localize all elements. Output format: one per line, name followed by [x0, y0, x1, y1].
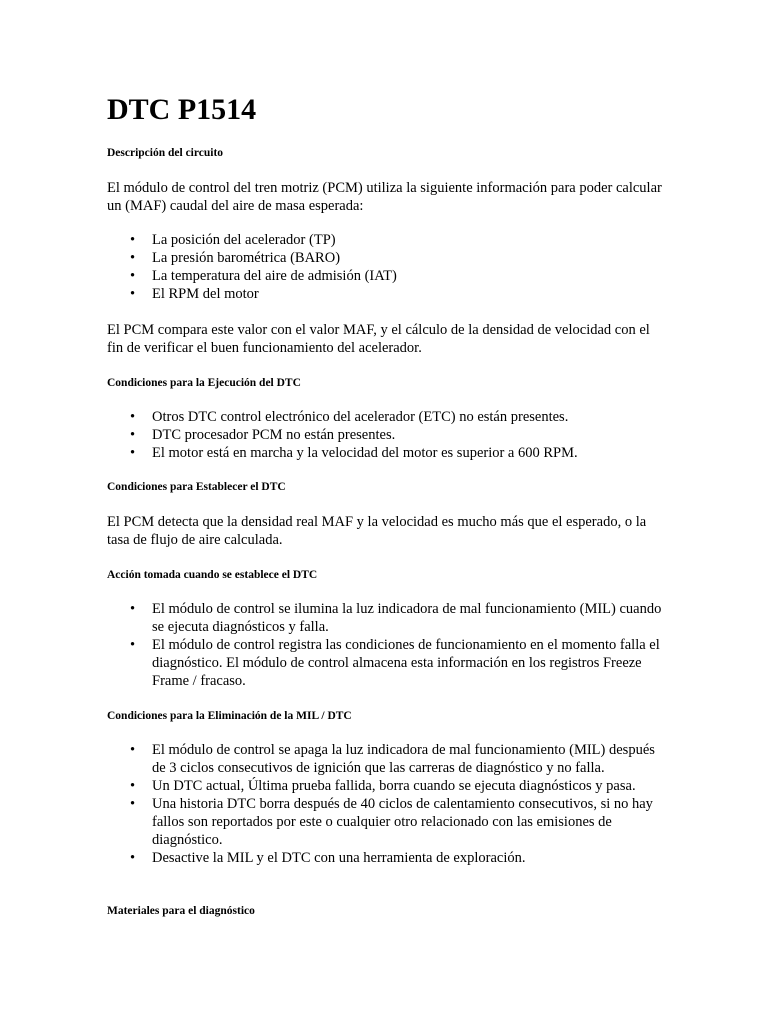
list-item: • El motor está en marcha y la velocidad del motor es superior a 600 RPM.: [107, 444, 667, 462]
paragraph-descripcion-intro: El módulo de control del tren motriz (PCM) utiliza la siguiente información para poder calcular un (MAF) caudal del aire de masa esperada:: [107, 180, 662, 214]
paragraph-descripcion-outro: El PCM compara este valor con el valor MAF, y el cálculo de la densidad de velocidad con el fin de verificar el buen funcionamiento del acelerador.: [107, 322, 650, 356]
bullet-list-ejecucion: [107, 408, 667, 462]
bullet-list-accion: [107, 600, 667, 690]
section-heading-establecer: Condiciones para Establecer el DTC: [107, 481, 286, 493]
list-item: • El RPM del motor: [107, 285, 667, 303]
list-item: • La posición del acelerador (TP): [107, 231, 667, 249]
list-item: • El módulo de control registra las condiciones de funcionamiento en el momento falla el diagnóstico. El módulo de control almacena esta información en los registros Freeze Frame / fracaso.: [107, 636, 667, 690]
section-heading-materiales: Materiales para el diagnóstico: [107, 905, 255, 917]
list-item: • DTC procesador PCM no están presentes.: [107, 426, 667, 444]
list-item: • El módulo de control se apaga la luz indicadora de mal funcionamiento (MIL) después de 3 ciclos consecutivos de ignición que las carreras de diagnóstico y no falla.: [107, 741, 667, 777]
section-heading-ejecucion: Condiciones para la Ejecución del DTC: [107, 377, 301, 389]
list-item: • El módulo de control se ilumina la luz indicadora de mal funcionamiento (MIL) cuando se ejecuta diagnósticos y falla.: [107, 600, 667, 636]
list-item: • La temperatura del aire de admisión (IAT): [107, 267, 667, 285]
paragraph-establecer: El PCM detecta que la densidad real MAF y la velocidad es mucho más que el esperado, o la tasa de flujo de aire calculada.: [107, 514, 647, 548]
page-title: DTC P1514: [107, 93, 257, 126]
list-item: • La presión barométrica (BARO): [107, 249, 667, 267]
list-item: • Un DTC actual, Última prueba fallida, borra cuando se ejecuta diagnósticos y pasa.: [107, 777, 667, 795]
section-heading-descripcion: Descripción del circuito: [107, 147, 224, 159]
list-item: • Desactive la MIL y el DTC con una herramienta de exploración.: [107, 849, 667, 867]
bullet-list-descripcion: [107, 231, 667, 303]
bullet-list-eliminacion: [107, 741, 667, 867]
list-item: • Otros DTC control electrónico del acelerador (ETC) no están presentes.: [107, 408, 667, 426]
section-heading-accion: Acción tomada cuando se establece el DTC: [107, 569, 318, 581]
section-heading-eliminacion: Condiciones para la Eliminación de la MIL / DTC: [107, 710, 352, 722]
list-item: • Una historia DTC borra después de 40 ciclos de calentamiento consecutivos, si no hay fallos son reportados por este o cualquier otro relacionado con las emisiones de diagnóstico.: [107, 795, 667, 849]
